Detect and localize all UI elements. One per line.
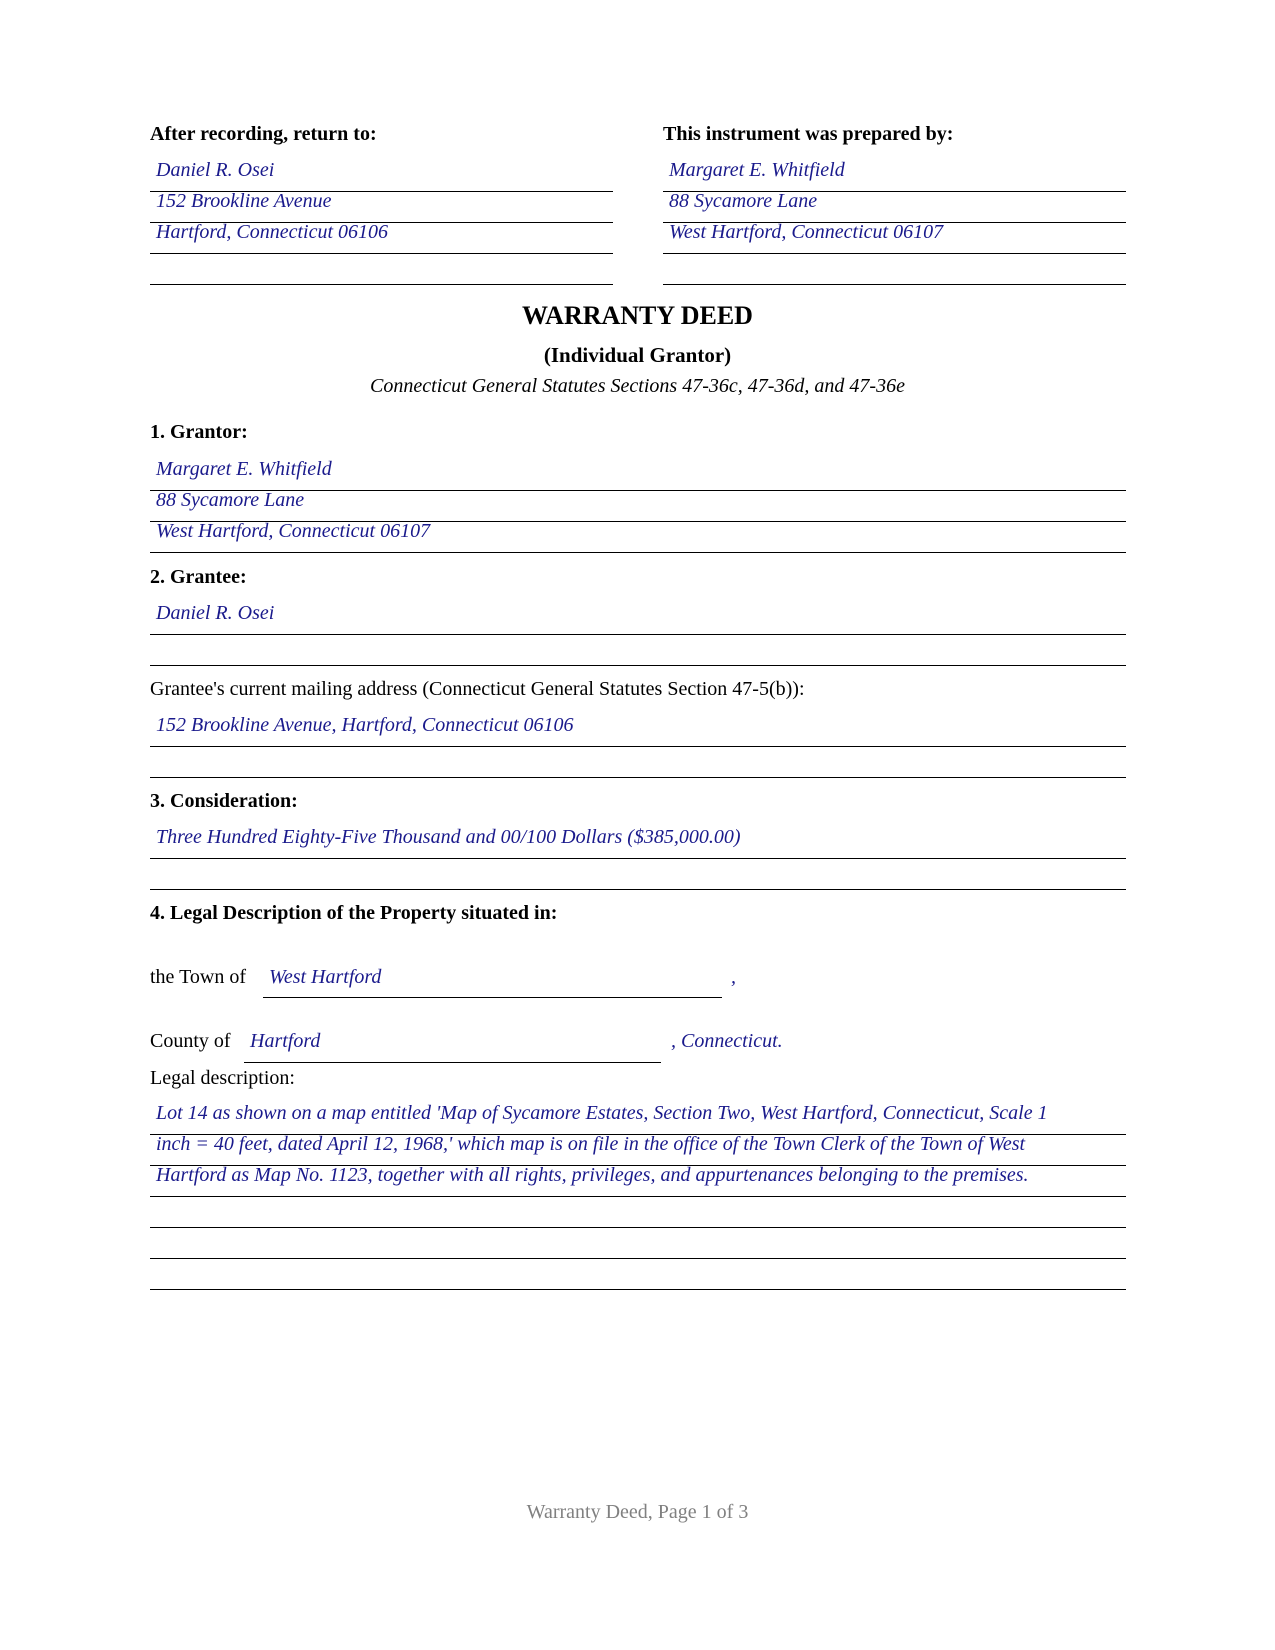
legal-description-rule-4 bbox=[150, 1227, 1126, 1228]
town-rule bbox=[263, 997, 722, 998]
return-to-line-3[interactable]: Hartford, Connecticut 06106 bbox=[156, 221, 389, 243]
prepared-by-line-1[interactable]: Margaret E. Whitfield bbox=[669, 159, 845, 181]
county-field[interactable]: Hartford bbox=[250, 1030, 321, 1052]
prepared-by-line-2[interactable]: 88 Sycamore Lane bbox=[669, 190, 818, 212]
prepared-by-rule-4 bbox=[663, 284, 1126, 285]
grantee-line-1[interactable]: Daniel R. Osei bbox=[156, 602, 275, 624]
grantee-rule-2 bbox=[150, 665, 1126, 666]
page-footer: Warranty Deed, Page 1 of 3 bbox=[526, 1501, 749, 1523]
document-title: WARRANTY DEED bbox=[522, 301, 753, 330]
return-to-line-2[interactable]: 152 Brookline Avenue bbox=[156, 190, 332, 212]
grantor-line-3[interactable]: West Hartford, Connecticut 06107 bbox=[156, 520, 431, 542]
legal-description-line-3[interactable]: Hartford as Map No. 1123, together with all rights, privileges, and appurtenances belonging to the premises. bbox=[156, 1164, 1029, 1186]
grantor-line-1[interactable]: Margaret E. Whitfield bbox=[156, 458, 332, 480]
town-field[interactable]: West Hartford bbox=[269, 966, 382, 988]
return-to-rule-3 bbox=[150, 253, 613, 254]
legal-description-line-1[interactable]: Lot 14 as shown on a map entitled 'Map of Sycamore Estates, Section Two, West Hartford, Connecticut, Scale 1 bbox=[156, 1102, 1048, 1124]
county-label: County of bbox=[150, 1030, 231, 1052]
consideration-heading: 3. Consideration: bbox=[150, 790, 298, 812]
grantor-heading: 1. Grantor: bbox=[150, 421, 248, 443]
prepared-by-line-3[interactable]: West Hartford, Connecticut 06107 bbox=[669, 221, 944, 243]
town-suffix: , bbox=[731, 966, 736, 988]
county-suffix: , Connecticut. bbox=[671, 1030, 783, 1052]
grantor-rule-3 bbox=[150, 552, 1126, 553]
town-label: the Town of bbox=[150, 966, 246, 988]
legal-description-rule-5 bbox=[150, 1258, 1126, 1259]
grantee-mailing-rule-2 bbox=[150, 777, 1126, 778]
grantee-heading: 2. Grantee: bbox=[150, 566, 247, 588]
document-subtitle: (Individual Grantor) bbox=[543, 343, 732, 367]
return-to-line-1[interactable]: Daniel R. Osei bbox=[156, 159, 275, 181]
grantee-mailing-label: Grantee's current mailing address (Connecticut General Statutes Section 47-5(b)): bbox=[150, 678, 805, 700]
prepared-by-rule-3 bbox=[663, 253, 1126, 254]
grantee-rule-1 bbox=[150, 634, 1126, 635]
legal-description-rule-6 bbox=[150, 1289, 1126, 1290]
legal-description-line-2[interactable]: inch = 40 feet, dated April 12, 1968,' which map is on file in the office of the Town Clerk of the Town of West bbox=[156, 1133, 1026, 1155]
statute-reference: Connecticut General Statutes Sections 47-36c, 47-36d, and 47-36e bbox=[370, 375, 905, 397]
grantee-mailing-rule-1 bbox=[150, 746, 1126, 747]
consideration-rule-2 bbox=[150, 889, 1126, 890]
grantor-line-2[interactable]: 88 Sycamore Lane bbox=[156, 489, 305, 511]
legal-description-label: Legal description: bbox=[150, 1067, 295, 1089]
return-to-rule-4 bbox=[150, 284, 613, 285]
return-to-heading: After recording, return to: bbox=[150, 123, 377, 145]
county-rule bbox=[244, 1062, 661, 1063]
consideration-line-1[interactable]: Three Hundred Eighty-Five Thousand and 00/100 Dollars ($385,000.00) bbox=[156, 826, 741, 848]
legal-heading: 4. Legal Description of the Property situated in: bbox=[150, 902, 558, 924]
consideration-rule-1 bbox=[150, 858, 1126, 859]
prepared-by-heading: This instrument was prepared by: bbox=[663, 123, 954, 145]
legal-description-rule-3 bbox=[150, 1196, 1126, 1197]
grantee-mailing-line-1[interactable]: 152 Brookline Avenue, Hartford, Connecticut 06106 bbox=[156, 714, 574, 736]
